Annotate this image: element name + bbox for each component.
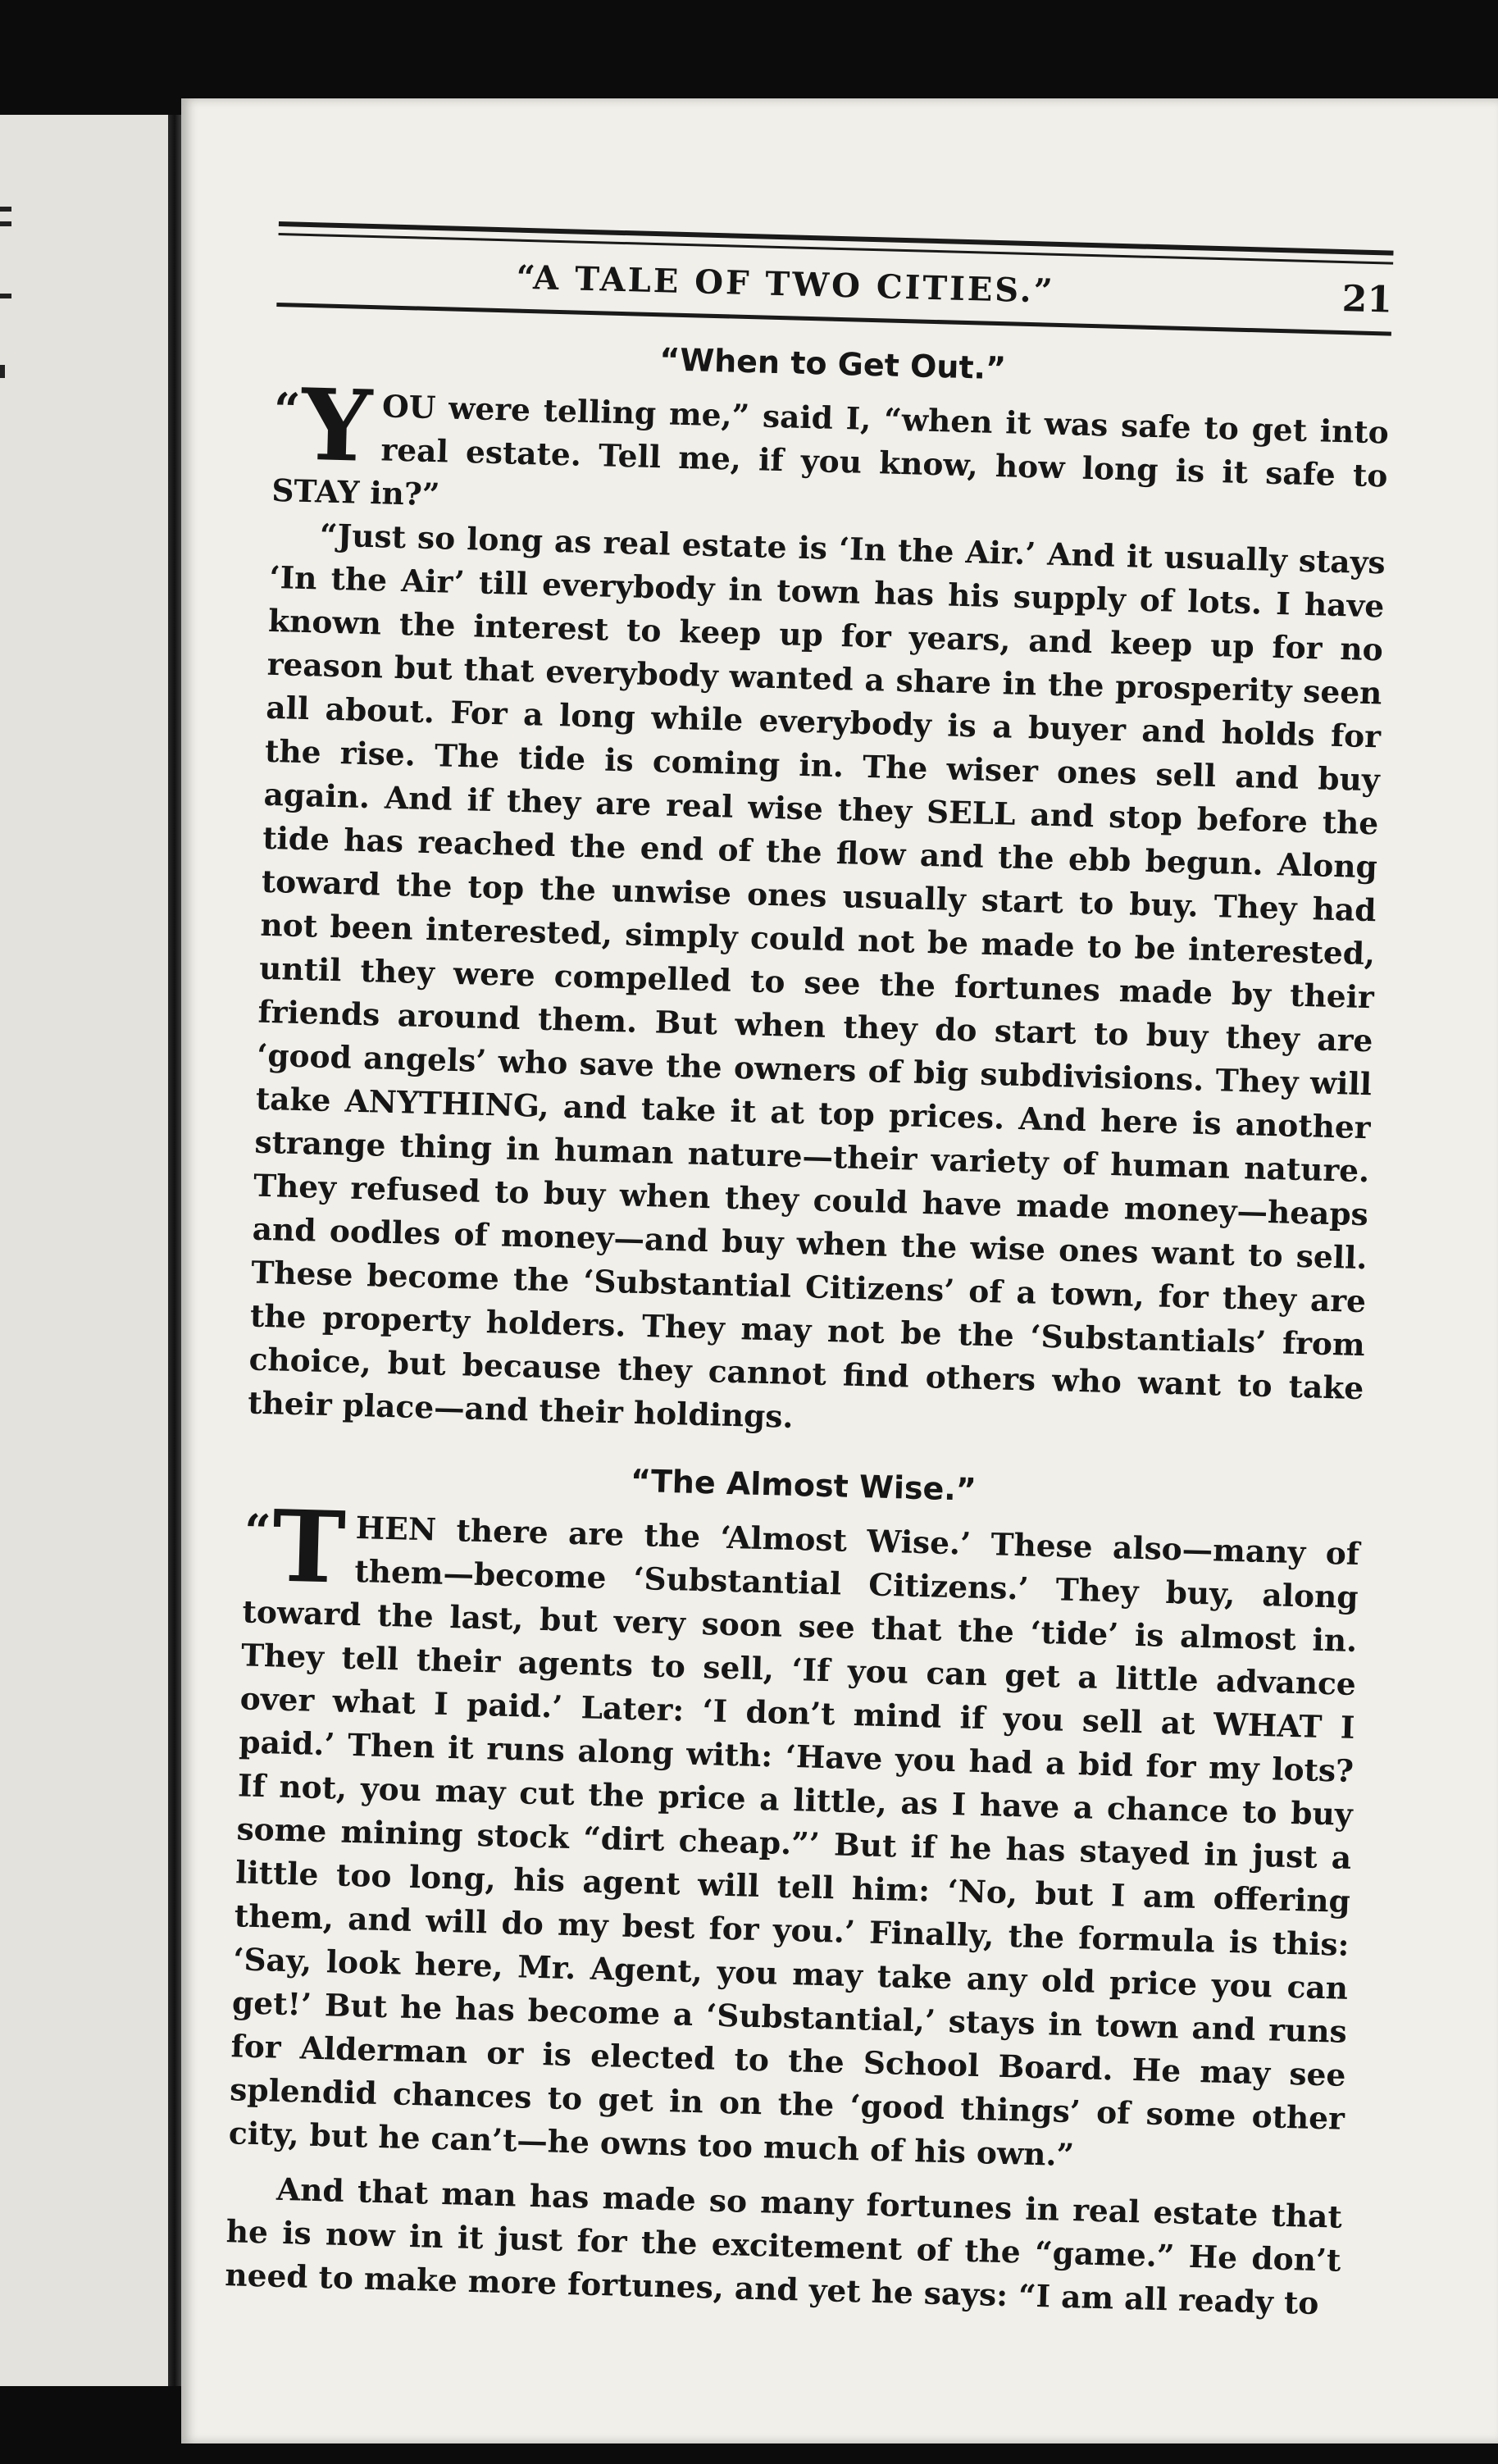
left-page-fragment bbox=[0, 221, 11, 226]
section-heading: “The Almost Wise.” bbox=[630, 1462, 977, 1508]
book-gutter bbox=[168, 115, 181, 2386]
paragraph: And that man has made so many fortunes in real estate that he is now in it just for the excitement of the “game.” He don’t need to make more fortunes, and yet he says: “I am all ready to bbox=[224, 2170, 1343, 2322]
drop-cap-quote: “ bbox=[273, 382, 302, 438]
section-when-to-get-out bbox=[248, 331, 1391, 1454]
running-title: “A TALE OF TWO CITIES.” bbox=[516, 257, 1056, 311]
page-number: 21 bbox=[1341, 277, 1393, 321]
drop-cap-letter: T bbox=[271, 1488, 348, 1606]
section-the-almost-wise bbox=[225, 1452, 1361, 2325]
drop-cap bbox=[243, 1488, 348, 1606]
drop-cap-letter: Y bbox=[299, 367, 374, 485]
paragraph: “Just so long as real estate is ‘In the Air.’ And it usually stays ‘In the Air’ till everybody in town has his supply of lots. I have known the interest to keep up for years, and keep up for no reason but that everybody wanted a share in the prosperity seen all about. For a long while everybody is a buyer and holds for the rise. The tide is coming in. The wiser ones sell and buy again. And if they are real wise they SELL and stop before the tide has reached the end of the flow and the ebb begun. Along toward the top the unwise ones usually start to buy. They had not been interested, simply could not be made to be interested, until they were compelled to see the fortunes made by their friends around them. But when they do start to buy they are ‘good angels’ who save the owners of big subdivisions. They will take ANYTHING, and take it at top prices. And here is another strange thing in human nature—their variety of human nature. They refused to buy when they could have made money—heaps and oodles of money—and buy when the wise ones want to sell. These become the ‘Substantial Citizens’ of a town, for they are the property holders. They may not be the ‘Substantials’ from choice, but because they cannot find others who want to take their place—and their holdings. bbox=[247, 517, 1386, 1435]
section-heading: “When to Get Out.” bbox=[658, 341, 1007, 387]
paragraph-text: HEN there are the ‘Almost Wise.’ These also—many of them—become ‘Substantial Citizens.’ They buy, along toward the last, but very soon see that the ‘tide’ is almost in. They tell their agents to sell, ‘If you can get a little advance over what I paid.’ Later: ‘I don’t mind if you sell at WHAT I paid.’ Then it runs along with: ‘Have you had a bid for my lots? If not, you may cut the price a little, as I have a chance to buy some mining stock “dirt cheap.”’ But if he has stayed in just a little too long, his agent will tell him: ‘No, but I am offering them, and will do my best for you.’ Finally, the formula is this: ‘Say, look here, Mr. Agent, you may take any old price you can get!’ But he has become a ‘Substantial,’ stays in town and runs for Alderman or is elected to the School Board. He may see splendid chances to get in on the ‘good things’ of some other city, but he can’t—he owns too much of his own.” bbox=[228, 1510, 1360, 2174]
left-page-fragment bbox=[0, 294, 11, 298]
drop-cap-quote: “ bbox=[244, 1504, 272, 1560]
paragraph bbox=[228, 1488, 1360, 2184]
left-page-edge bbox=[0, 115, 168, 2386]
drop-cap bbox=[272, 367, 374, 485]
left-page-fragment bbox=[0, 365, 5, 378]
page-content bbox=[225, 221, 1394, 2326]
left-page-fragment bbox=[0, 207, 11, 212]
paragraph-text: OU were telling me,” said I, “when it was safe to get into real estate. Tell me, if you know, how long is it safe to STAY in?” bbox=[271, 388, 1390, 513]
